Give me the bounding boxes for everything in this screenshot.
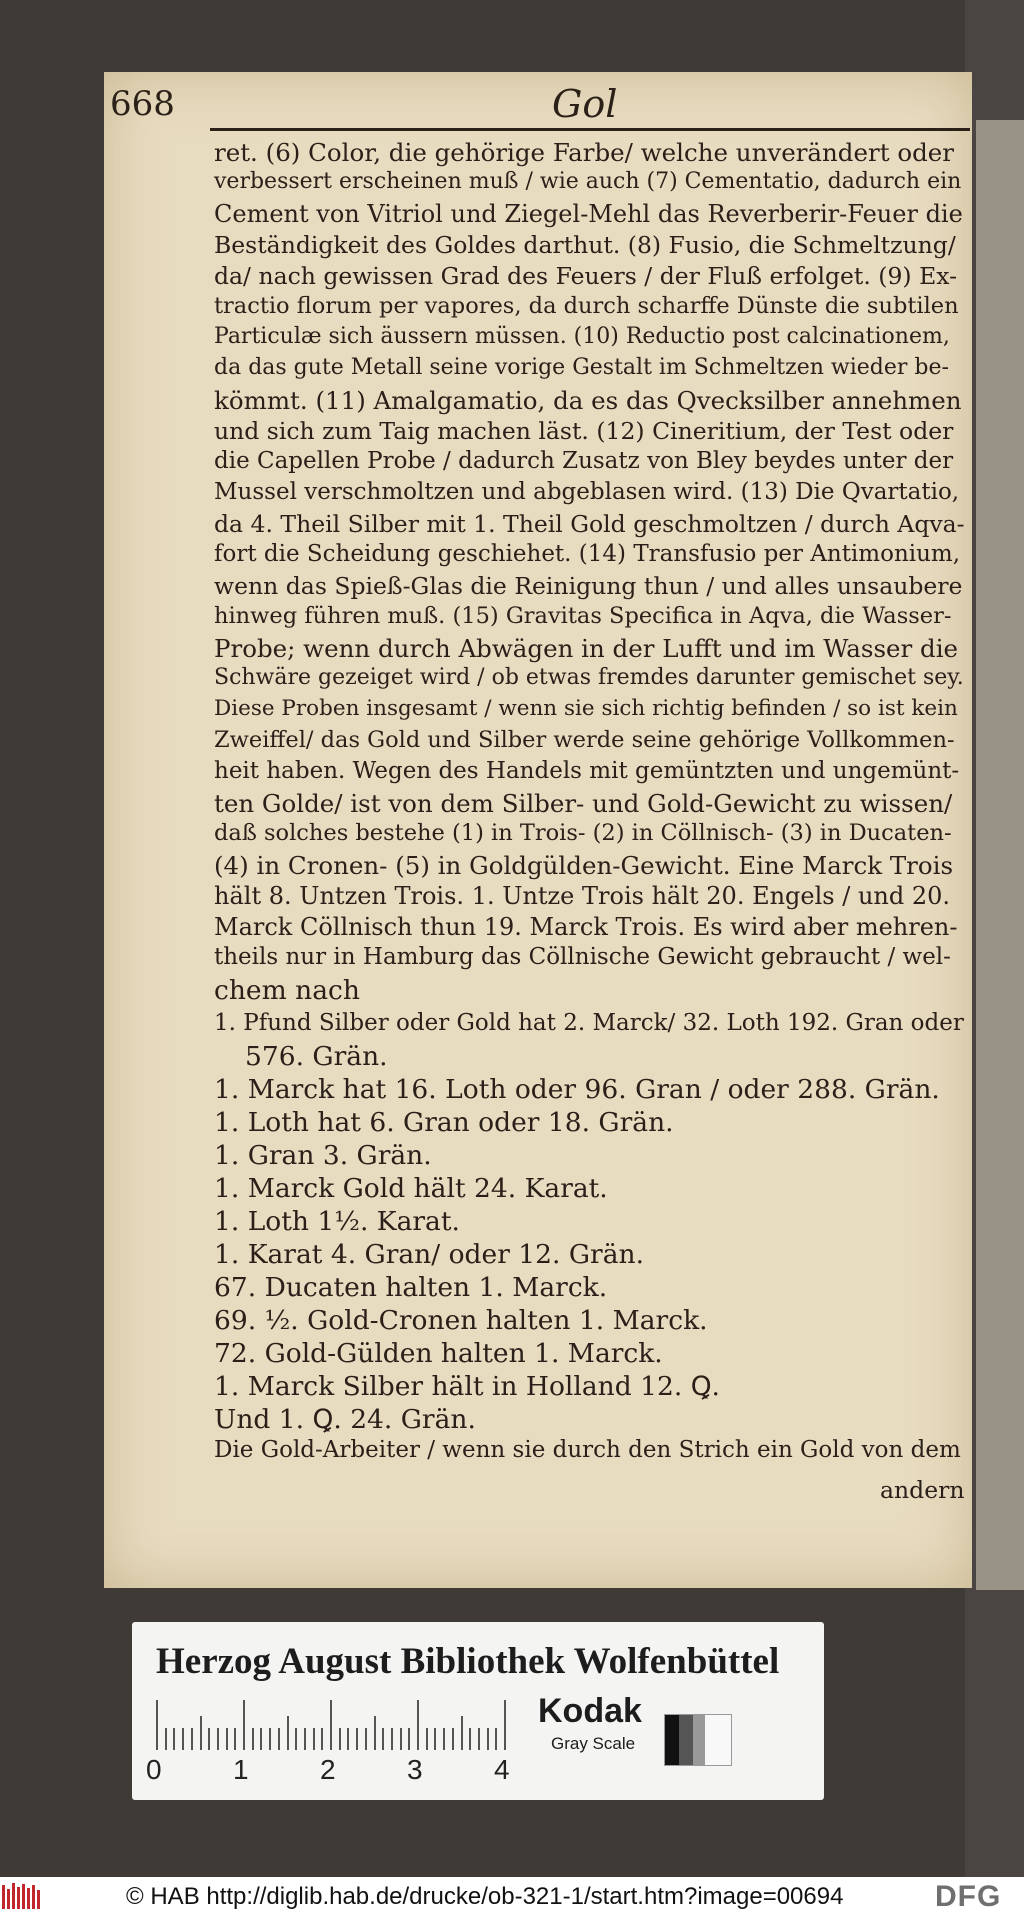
ruler-tick: [400, 1728, 402, 1750]
library-name: Herzog August Bibliothek Wolfenbüttel: [156, 1641, 780, 1682]
table-line: Und 1. Ꝗ. 24. Grän.: [214, 1404, 476, 1435]
text-line: chem nach: [214, 975, 360, 1006]
kodak-logo: Kodak: [538, 1692, 642, 1730]
text-line: hält 8. Untzen Trois. 1. Untze Trois hält 20. Engels / und 20.: [214, 882, 951, 910]
table-line: 1. Pfund Silber oder Gold hat 2. Marck/ 32. Loth 192. Gran oder: [214, 1010, 964, 1036]
text-line: da das gute Metall seine vorige Gestalt im Schmeltzen wieder be-: [214, 355, 949, 380]
table-line: 576. Grän.: [245, 1041, 388, 1072]
text-line: Mussel verschmoltzen und abgeblasen wird. (13) Die Qvartatio,: [214, 479, 960, 505]
text-line: daß solches bestehe (1) in Trois- (2) in Cöllnisch- (3) in Ducaten-: [214, 820, 952, 846]
ruler-tick: [461, 1716, 463, 1750]
ruler-tick: [382, 1728, 384, 1750]
ruler-tick: [434, 1728, 436, 1750]
ruler-tick: [191, 1728, 193, 1750]
text-line: Beständigkeit des Goldes darthut. (8) Fusio, die Schmeltzung/: [214, 231, 956, 259]
table-line: 1. Marck hat 16. Loth oder 96. Gran / oder 288. Grän.: [214, 1074, 940, 1105]
page-number: 668: [110, 84, 175, 124]
text-line: fort die Scheidung geschiehet. (14) Transfusio per Antimonium,: [214, 541, 961, 567]
ruler-tick: [347, 1728, 349, 1750]
text-line: da 4. Theil Silber mit 1. Theil Gold geschmoltzen / durch Aqva-: [214, 510, 965, 538]
ruler-tick: [504, 1700, 506, 1750]
text-line: kömmt. (11) Amalgamatio, da es das Qvecksilber annehmen: [214, 386, 962, 415]
ruler-tick: [426, 1728, 428, 1750]
ruler-tick: [260, 1728, 262, 1750]
ruler-tick: [495, 1728, 497, 1750]
ruler-tick: [182, 1728, 184, 1750]
ruler-tick: [339, 1728, 341, 1750]
ruler-tick: [374, 1716, 376, 1750]
table-line: 1. Marck Silber hält in Holland 12. Ꝗ.: [214, 1371, 720, 1402]
table-line: 1. Karat 4. Gran/ oder 12. Grän.: [214, 1239, 644, 1270]
dfg-logo: DFG: [935, 1880, 1002, 1913]
table-line: 67. Ducaten halten 1. Marck.: [214, 1272, 608, 1303]
ruler-tick: [243, 1700, 245, 1750]
text-line: da/ nach gewissen Grad des Feuers / der Fluß erfolget. (9) Ex-: [214, 262, 958, 290]
ruler-tick: [278, 1728, 280, 1750]
gray-scale-swatch: [664, 1714, 732, 1766]
ruler-tick: [365, 1728, 367, 1750]
table-line: 1. Gran 3. Grän.: [214, 1140, 432, 1171]
text-line: Diese Proben insgesamt / wenn sie sich richtig befinden / so ist kein: [214, 696, 958, 721]
ruler-tick: [469, 1728, 471, 1750]
ruler-tick: [408, 1728, 410, 1750]
table-line: Die Gold-Arbeiter / wenn sie durch den Strich ein Gold von dem: [214, 1437, 961, 1463]
footer-bar: [0, 1877, 1024, 1917]
scale-ruler: [156, 1700, 526, 1750]
table-line: 69. ½. Gold-Cronen halten 1. Marck.: [214, 1305, 708, 1336]
text-line: tractio florum per vapores, da durch scharffe Dünste die subtilen: [214, 293, 959, 319]
ruler-tick: [417, 1700, 419, 1750]
text-line: Probe; wenn durch Abwägen in der Lufft und im Wasser die: [214, 634, 959, 663]
text-line: die Capellen Probe / dadurch Zusatz von Bley beydes unter der: [214, 448, 954, 474]
ruler-tick: [356, 1728, 358, 1750]
footer-url[interactable]: © HAB http://diglib.hab.de/drucke/ob-321-1/start.htm?image=00694: [126, 1883, 844, 1910]
text-line: (4) in Cronen- (5) in Goldgülden-Gewicht. Eine Marck Trois: [214, 851, 954, 880]
ruler-tick: [252, 1728, 254, 1750]
text-line: theils nur in Hamburg das Cöllnische Gewicht gebraucht / wel-: [214, 944, 951, 970]
neighbor-page-edge: [976, 120, 1024, 1590]
table-line: 1. Marck Gold hält 24. Karat.: [214, 1173, 608, 1204]
ruler-tick: [226, 1728, 228, 1750]
gray-scale-label: Gray Scale: [551, 1734, 636, 1753]
ruler-tick: [165, 1728, 167, 1750]
text-line: hinweg führen muß. (15) Gravitas Specifica in Aqva, die Wasser-: [214, 603, 952, 629]
text-line: Particulæ sich äussern müssen. (10) Reductio post calcinationem,: [214, 324, 950, 349]
ruler-tick: [304, 1728, 306, 1750]
ruler-number: 2: [320, 1754, 336, 1785]
library-label-card: [132, 1622, 824, 1800]
text-line: verbessert erscheinen muß / wie auch (7) Cementatio, dadurch ein: [214, 169, 962, 194]
ruler-tick: [269, 1728, 271, 1750]
ruler-tick: [478, 1728, 480, 1750]
table-line: 1. Loth hat 6. Gran oder 18. Grän.: [214, 1107, 674, 1138]
ruler-number: 1: [233, 1754, 249, 1785]
ruler-tick: [443, 1728, 445, 1750]
text-line: ten Golde/ ist von dem Silber- und Gold-Gewicht zu wissen/: [214, 789, 953, 818]
text-line: Schwäre gezeiget wird / ob etwas fremdes darunter gemischet sey.: [214, 665, 964, 690]
hab-logo-icon: [0, 1881, 44, 1913]
ruler-number: 3: [407, 1754, 423, 1785]
text-line: Cement von Vitriol und Ziegel-Mehl das Reverberir-Feuer die: [214, 200, 963, 228]
header-rule: [210, 128, 970, 131]
ruler-tick: [330, 1700, 332, 1750]
ruler-tick: [321, 1728, 323, 1750]
ruler-tick: [313, 1728, 315, 1750]
text-line: ret. (6) Color, die gehörige Farbe/ welche unverändert oder: [214, 138, 954, 167]
text-line: wenn das Spieß-Glas die Reinigung thun / und alles unsaubere: [214, 572, 963, 600]
text-line: heit haben. Wegen des Handels mit gemüntzten und ungemünt-: [214, 758, 960, 784]
ruler-tick: [173, 1728, 175, 1750]
text-line: Marck Cöllnisch thun 19. Marck Trois. Es wird aber mehren-: [214, 913, 958, 941]
catchword: andern: [880, 1476, 965, 1504]
table-line: 1. Loth 1½. Karat.: [214, 1206, 460, 1237]
ruler-tick: [295, 1728, 297, 1750]
text-line: Zweiffel/ das Gold und Silber werde seine gehörige Vollkommen-: [214, 727, 955, 753]
running-head: Gol: [552, 82, 618, 126]
ruler-number: 0: [146, 1754, 162, 1785]
ruler-tick: [217, 1728, 219, 1750]
ruler-tick: [391, 1728, 393, 1750]
ruler-tick: [234, 1728, 236, 1750]
ruler-tick: [287, 1716, 289, 1750]
text-line: und sich zum Taig machen läst. (12) Cineritium, der Test oder: [214, 417, 954, 445]
ruler-tick: [487, 1728, 489, 1750]
ruler-tick: [452, 1728, 454, 1750]
ruler-tick: [200, 1716, 202, 1750]
ruler-tick: [156, 1700, 158, 1750]
ruler-number: 4: [494, 1754, 510, 1785]
table-line: 72. Gold-Gülden halten 1. Marck.: [214, 1338, 663, 1369]
ruler-tick: [208, 1728, 210, 1750]
